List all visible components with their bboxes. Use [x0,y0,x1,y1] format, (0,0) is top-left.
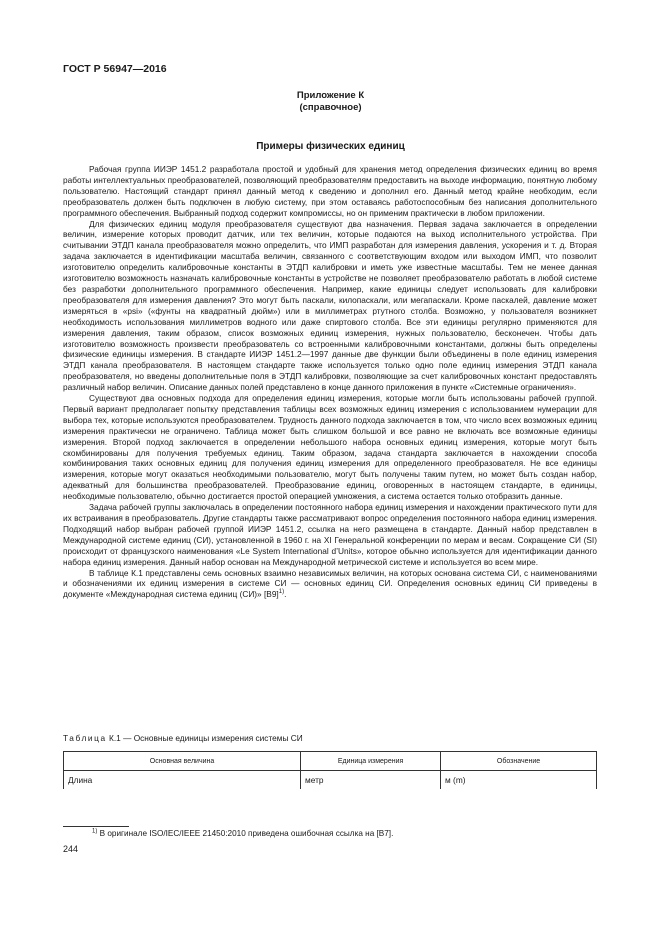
si-units-table [63,751,597,789]
table-row [64,771,597,790]
table-header-cell: Основная величина [64,752,301,771]
table-header-cell: Обозначение [441,752,597,771]
footnote [92,829,393,838]
appendix-subtitle: (справочное) [299,102,362,113]
section-title: Примеры физических единиц [256,141,405,152]
paragraph: Существуют два основных подхода для определения единиц измерения, которые могли быть использованы рабочей группой. Первый вариант предполагает попытку представления таблицы всех возможных единиц измерения с использованием нумерации для выбора тех, которые используются преобразователем. Трудность данного подхода заключается в том, что число всех возможных единиц измерения практически не ограничено. Таблица может быть слишком большой и все равно не включать все возможные единицы измерения. Второй подход заключается в определении небольшого набора основных единиц измерения, которые могут быть скомбинированы для получения требуемых единиц. Таким образом, задача стандарта заключается в нахождении способа комбинирования таких основных единиц для получения единиц измерения для определенного преобразователя. Не все единицы измерения, которые могут оказаться необходимыми пользователю, могут быть получены таким путем, но может быть создан набор, адекватный для большинства преобразователей. Преобразование единиц, оговоренных в настоящем стандарте, в единицы, необходимые пользователю, обычно достигается простой операцией умножения, а система остается только отобразить данные. [63,393,597,502]
footnote-reference[interactable]: 1) [278,589,285,596]
appendix-title: Приложение К [296,90,365,101]
table-header-cell: Единица измерения [301,752,441,771]
footnote-divider [63,826,129,827]
table-header-row [64,752,597,771]
table-caption-text: К.1 — Основные единицы измерения системы СИ [109,733,303,743]
paragraph-text: В таблице К.1 представлены семь основных взаимно независимых величин, на которых основана система СИ, с наименованиями и обозначениями их единиц измерения в системе СИ — основных единиц СИ. Определения основных единиц СИ приведены в документе «Международная система единиц (СИ)» [В9] [63,567,597,600]
table-cell: Длина [64,771,301,790]
page-number: 244 [63,844,79,854]
table-cell: метр [301,771,441,790]
table-label: Таблица [63,733,107,743]
appendix-heading [0,90,661,114]
footnote-text: В оригинале ISO/IEC/IEEE 21450:2010 приведена ошибочная ссылка на [В7]. [99,829,394,838]
table-cell: м (m) [441,771,597,790]
paragraph: Задача рабочей группы заключалась в определении постоянного набора единиц измерения и нахождении практического пути для их встраивания в преобразователь. Другие стандарты также рассматривают вопрос определения постоянного набора единиц измерения. Подходящий набор выбран рабочей группой ИИЭР 1451.2, ссылка на него размещена в стандарте. Данный набор представлен в Международной системе единиц (СИ), установленной в 1960 г. на XI Генеральной конференции по мерам и весам. Сокращение СИ (SI) происходит от французского наименования «Le System International d’Units», которое обычно используется для идентификации данного набора единиц измерения. Данный набор основан на Международной метрической системе и используется во всем мире. [63,502,597,567]
body-text [63,164,597,600]
paragraph: Для физических единиц модуля преобразователя существуют два назначения. Первая задача заключается в определении величин, измерение которых проводит датчик, или тех величин, которые подаются на выход исполнительного устройства. При считывании ЭТДП канала преобразователя можно определить, что ИМП разработан для измерения давления, ускорения и т. д. Вторая задача заключается в идентификации масштаба величин, связанного с соответствующим входом или выходом ИМП, что позволит изготовителю определить калибровочные константы в ЭТДП калибровки и иметь уже известные масштабы. Тем не менее данная изготовителю возможность назначать калибровочные константы в устройстве не позволяет преобразователю работать в любой системе без разработки дополнительного программного обеспечения. Например, какие единицы следует использовать для калибровки преобразователя для измерения давления? Это могут быть паскали, килопаскали, или мегапаскали. Кроме паскалей, давление может измеряться в «psi» («фунты на квадратный дюйм») или в миллиметрах ртутного столба. Возможно, у пользователя возникнет необходимость использования миллиметров водного или даже спиртового столба. Все эти единицы регулярно применяются для измерения давления, таким образом, список возможных единиц измерения, нужных пользователю, бесконечен. Чтобы дать изготовителю возможность произвести преобразователь со встроенными калибровочными константами, должны быть определены физические единицы измерения. В стандарте ИИЭР 1451.2—1997 данные две функции были объединены в поле единиц измерения ЭТДП канала преобразователя. В настоящем стандарте также используется только одно поле единиц измерения ЭТДП канала преобразователя, но введены дополнительные поля в ЭТДП калибровки, позволяющие за счет калибровочных констант предоставлять различный набор величин. Описание данных полей представлено в конце данного приложения в пункте «Системные ограничения». [63,218,597,393]
footnote-mark: 1) [92,828,98,835]
standard-header: ГОСТ Р 56947—2016 [63,63,167,75]
paragraph: В таблице К.1 представлены семь основных взаимно независимых величин, на которых основана система СИ, с наименованиями и обозначениями их единиц измерения в системе СИ — основных единиц СИ. Определения основных единиц СИ приведены в документе «Международная система единиц (СИ)» [В9]$^{1)}$. [63,567,597,600]
table-caption [63,733,303,743]
paragraph: Рабочая группа ИИЭР 1451.2 разработала простой и удобный для хранения метод определения физических единиц во время работы интеллектуальных преобразователей, позволяющий преобразователям предоставить на выходе информацию, понятную любому пользователю. Настоящий стандарт принял данный метод к сведению и дополнил его. Данный метод крайне необходим, если преобразователь должен быть подключен в любую систему, при этом оставаясь работоспособным без написания дополнительного программного обеспечения. Выбранный подход содержит компромиссы, но он применим практически в любом приложении. [63,164,597,218]
